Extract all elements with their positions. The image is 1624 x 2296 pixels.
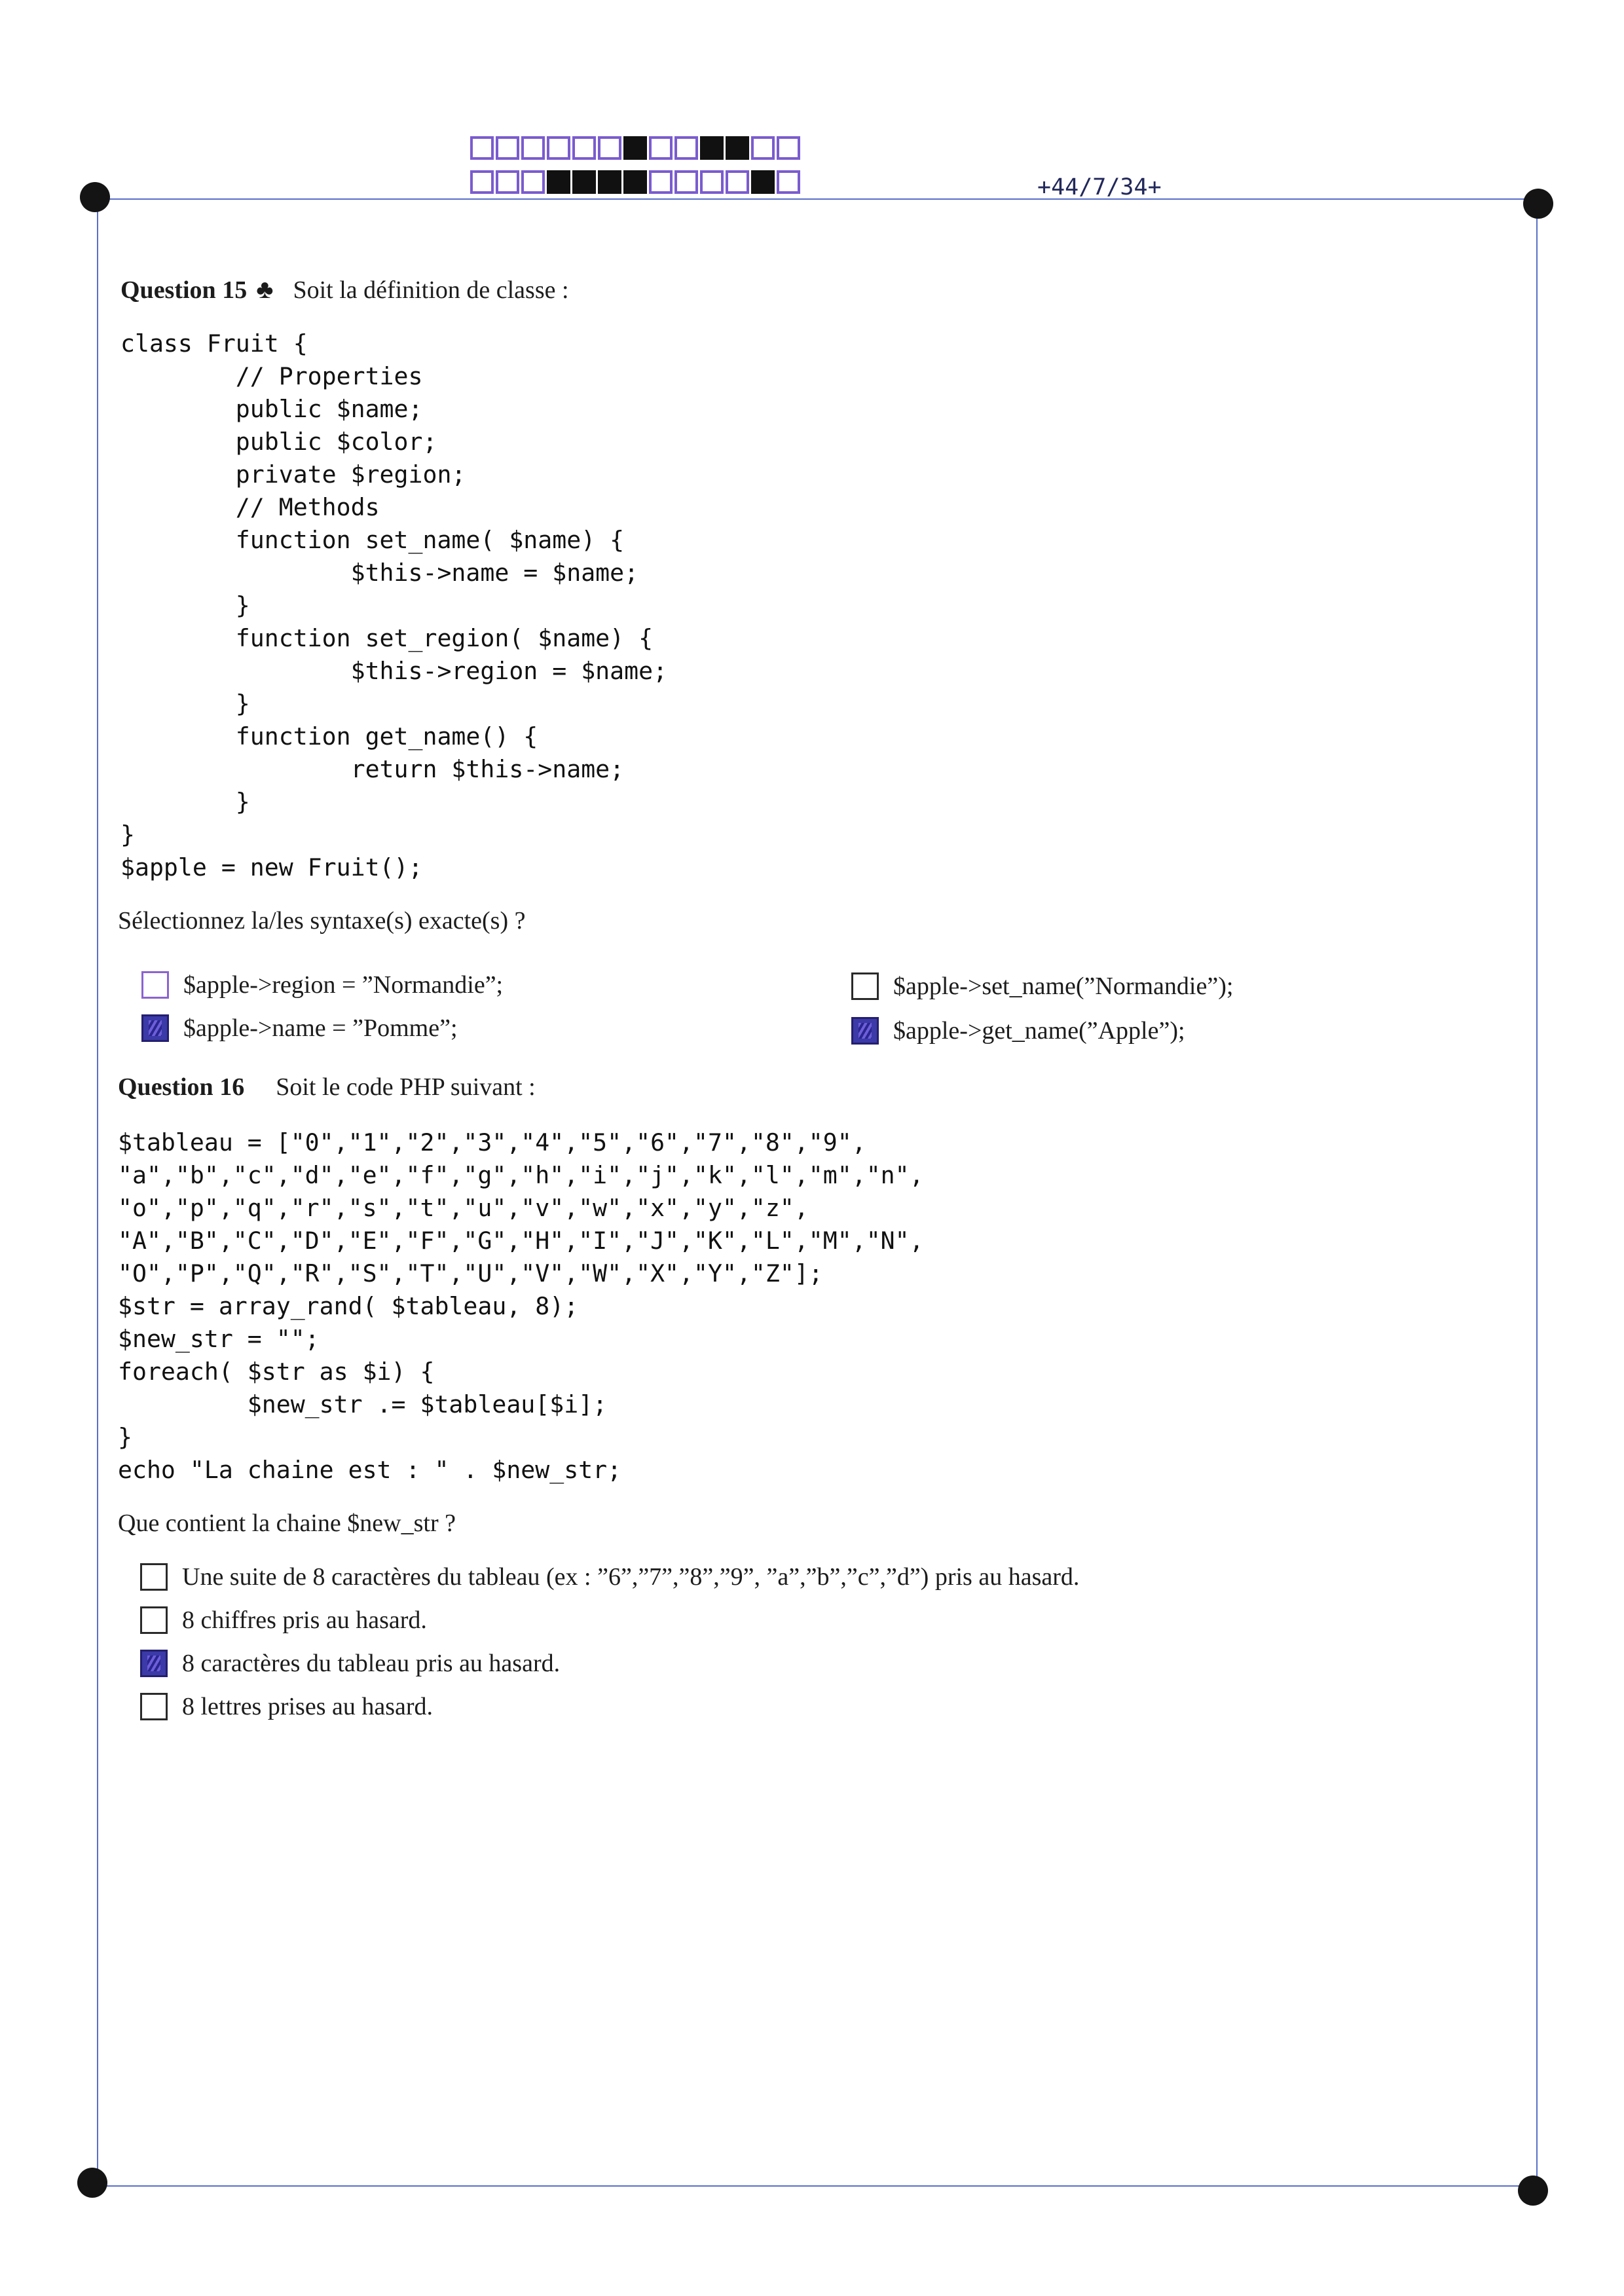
- id-bar-cell: [547, 136, 570, 160]
- answer-option[interactable]: [851, 972, 1233, 1001]
- registration-mark-top-left: [80, 182, 110, 212]
- id-bar-cell: [700, 170, 724, 194]
- id-bar-cell: [572, 136, 596, 160]
- answer-label: $apple->get_name(”Apple”);: [893, 1017, 1185, 1045]
- id-bar-cell: [777, 170, 800, 194]
- checkbox[interactable]: [140, 1606, 168, 1634]
- question-15-heading: [120, 274, 569, 305]
- answer-option[interactable]: [141, 971, 503, 999]
- id-bar-cell: [470, 170, 494, 194]
- id-bar-row-1: [470, 136, 802, 160]
- answer-label: $apple->region = ”Normandie”;: [183, 971, 504, 999]
- checkbox[interactable]: [140, 1563, 168, 1591]
- answer-option[interactable]: [141, 1014, 458, 1043]
- id-bar-cell: [726, 170, 749, 194]
- checkbox[interactable]: [851, 1017, 879, 1045]
- checkbox[interactable]: [141, 971, 169, 999]
- id-bar-cell: [674, 170, 698, 194]
- answer-option[interactable]: [851, 1016, 1185, 1045]
- frame-left-line: [97, 198, 98, 2187]
- checkbox[interactable]: [140, 1693, 168, 1720]
- id-bar-cell: [649, 136, 673, 160]
- club-icon: ♣: [256, 274, 274, 304]
- checkbox[interactable]: [851, 972, 879, 1000]
- id-bar-row-2: [470, 170, 802, 194]
- question-16-heading: [118, 1073, 536, 1102]
- answer-label: 8 chiffres pris au hasard.: [182, 1606, 427, 1634]
- question-intro: Soit le code PHP suivant :: [276, 1073, 536, 1101]
- question-number: Question 16: [118, 1073, 245, 1101]
- question-16-prompt: Que contient la chaine $new_str ?: [118, 1509, 456, 1537]
- page-id: +44/7/34+: [1037, 174, 1162, 200]
- frame-top-line: [97, 198, 1535, 200]
- id-bar-cell: [623, 170, 647, 194]
- checkbox[interactable]: [140, 1650, 168, 1677]
- id-bar-cell: [700, 136, 724, 160]
- id-bar-cell: [649, 170, 673, 194]
- answer-label: Une suite de 8 caractères du tableau (ex : ”6”,”7”,”8”,”9”, ”a”,”b”,”c”,”d”) pris au hasard.: [182, 1563, 1080, 1591]
- id-bar-cell: [521, 136, 545, 160]
- question-15-code: class Fruit { // Properties public $name; public $color; private $region; // Methods function set_name( $name) { $this->name = $name; } function set_region( $name) { $this->region = $name; } function get_name() { return $this->name; } } $apple = new Fruit();: [120, 329, 668, 881]
- id-bar-cell: [496, 136, 519, 160]
- question-16-code: $tableau = ["0","1","2","3","4","5","6","7","8","9", "a","b","c","d","e","f","g","h","i","j","k","l","m","n", "o","p","q","r","s","t","u","v","w","x","y","z", "A","B","C","D","E","F","G","H","I","J","K","L","M","N", "O","P","Q","R","S","T","U","V","W","X","Y","Z"]; $str = array_rand( $tableau, 8); $new_str = ""; foreach( $str as $i) { $new_str .= $tableau[$i]; } echo "La chaine est : " . $new_str;: [118, 1128, 924, 1484]
- id-bar-cell: [751, 170, 775, 194]
- id-bar-cell: [496, 170, 519, 194]
- id-bar-cell: [470, 136, 494, 160]
- id-bar-cell: [598, 170, 621, 194]
- registration-mark-top-right: [1523, 189, 1553, 219]
- answer-option[interactable]: [140, 1692, 433, 1721]
- answer-label: $apple->set_name(”Normandie”);: [893, 972, 1234, 1000]
- id-bar-cell: [521, 170, 545, 194]
- registration-mark-bottom-right: [1518, 2176, 1548, 2206]
- id-bar-cell: [674, 136, 698, 160]
- id-bar-cell: [777, 136, 800, 160]
- id-bar-cell: [572, 170, 596, 194]
- id-bar-cell: [598, 136, 621, 160]
- registration-mark-bottom-left: [77, 2168, 107, 2198]
- answer-label: 8 caractères du tableau pris au hasard.: [182, 1650, 561, 1677]
- id-bar-cell: [623, 136, 647, 160]
- answer-label: $apple->name = ”Pomme”;: [183, 1014, 458, 1042]
- question-intro: Soit la définition de classe :: [293, 276, 569, 304]
- answer-option[interactable]: [140, 1563, 1079, 1591]
- answer-option[interactable]: [140, 1649, 560, 1678]
- id-bar-cell: [726, 136, 749, 160]
- question-number: Question 15: [120, 276, 248, 304]
- answer-label: 8 lettres prises au hasard.: [182, 1693, 434, 1720]
- answer-option[interactable]: [140, 1606, 427, 1635]
- id-bar-cell: [751, 136, 775, 160]
- frame-bottom-line: [97, 2185, 1536, 2187]
- id-bar-cell: [547, 170, 570, 194]
- checkbox[interactable]: [141, 1014, 169, 1042]
- frame-right-line: [1536, 203, 1538, 2187]
- question-15-prompt: Sélectionnez la/les syntaxe(s) exacte(s) ?: [118, 907, 526, 935]
